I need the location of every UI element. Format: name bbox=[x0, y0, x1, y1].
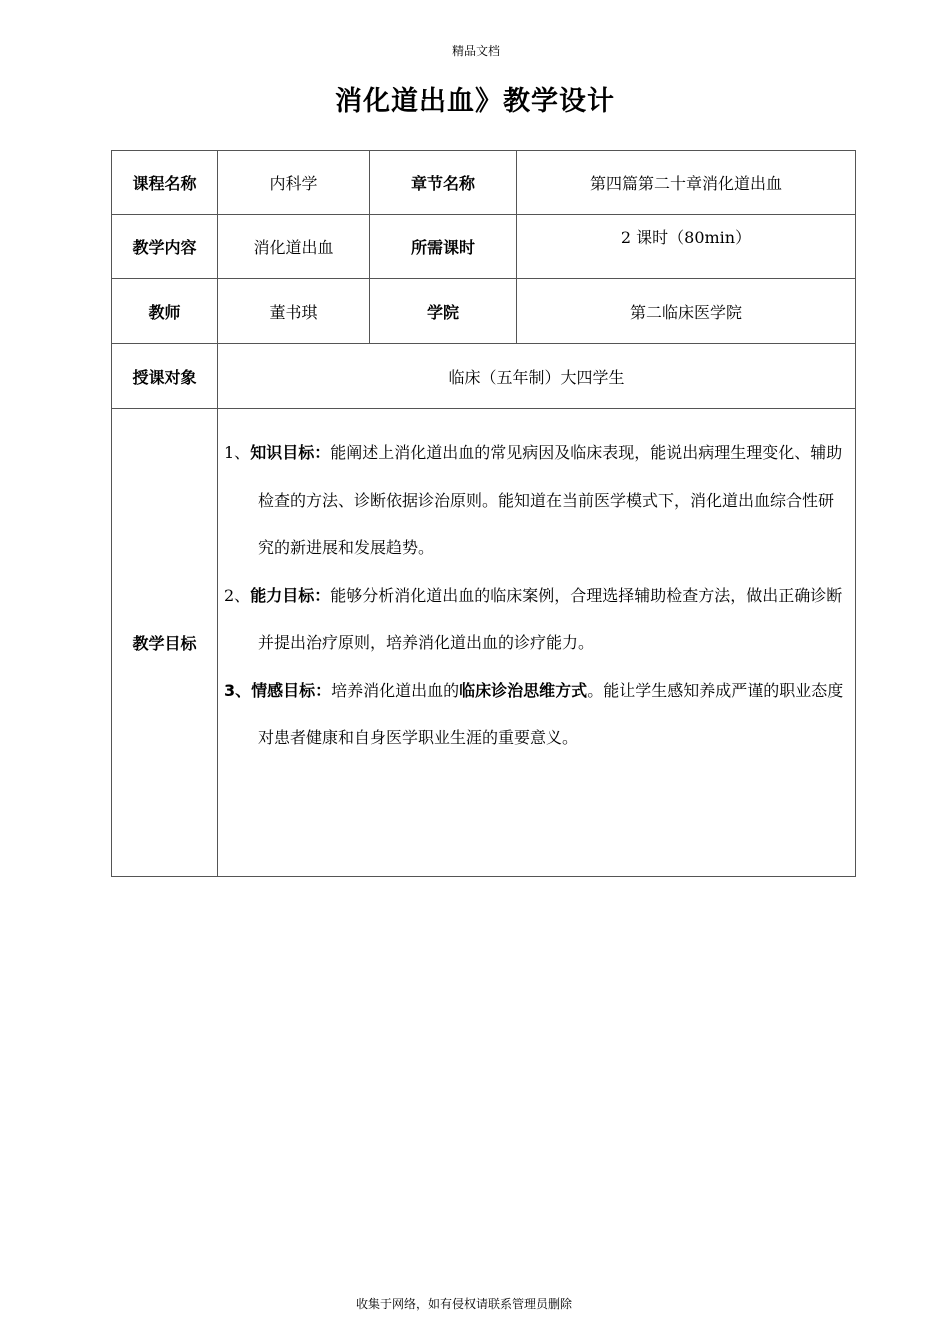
goal-emphasis: 临床诊治思维方式 bbox=[459, 680, 588, 700]
document-title: 消化道出血》教学设计 bbox=[335, 86, 615, 117]
chapter-name-label: 章节名称 bbox=[370, 151, 517, 215]
goal-text: 能阐述上消化道出血的常见病因及临床表现，能说出病理生理变化、辅助检查的方法、诊断依据诊治原则。能知道在当前医学模式下，消化道出血综合性研究的新进展和发展趋势。 bbox=[258, 443, 843, 557]
teaching-content-label: 教学内容 bbox=[112, 215, 218, 279]
audience-label: 授课对象 bbox=[112, 344, 218, 409]
teacher-value: 董书琪 bbox=[218, 279, 370, 344]
class-hours-label: 所需课时 bbox=[370, 215, 517, 279]
goal-item-ability bbox=[224, 572, 847, 667]
goal-heading: 知识目标： bbox=[250, 443, 331, 462]
table-row bbox=[112, 344, 856, 409]
course-name-value: 内科学 bbox=[218, 151, 370, 215]
teaching-goals-content bbox=[218, 409, 856, 877]
goal-text: 培养消化道出血的 bbox=[331, 680, 460, 700]
teaching-content-value: 消化道出血 bbox=[218, 215, 370, 279]
goal-item-knowledge bbox=[224, 429, 847, 572]
goal-number: 3、 bbox=[224, 680, 252, 700]
goal-item-affective bbox=[224, 667, 847, 762]
goal-text: 能够分析消化道出血的临床案例，合理选择辅助检查方法，做出正确诊断并提出治疗原则，培养消化道出血的诊疗能力。 bbox=[258, 585, 843, 652]
goal-text: 。能让学生感知养成严谨的职业态度对患者健康和自身医学职业生涯的重要意义。 bbox=[258, 680, 844, 747]
course-name-label: 课程名称 bbox=[112, 151, 218, 215]
college-value: 第二临床医学院 bbox=[517, 279, 856, 344]
footer-note: 收集于网络，如有侵权请联系管理员删除 bbox=[356, 1297, 573, 1311]
table-row bbox=[112, 279, 856, 344]
goal-number: 1、 bbox=[224, 443, 251, 462]
teacher-label: 教师 bbox=[112, 279, 218, 344]
teaching-goals-label: 教学目标 bbox=[112, 409, 218, 877]
class-hours-cell bbox=[517, 215, 856, 279]
lesson-info-table bbox=[111, 150, 856, 877]
table-row bbox=[112, 151, 856, 215]
college-label: 学院 bbox=[370, 279, 517, 344]
chapter-name-value: 第四篇第二十章消化道出血 bbox=[517, 151, 856, 215]
goal-heading: 能力目标： bbox=[250, 585, 331, 605]
table-row bbox=[112, 215, 856, 279]
audience-value: 临床（五年制）大四学生 bbox=[218, 344, 856, 409]
table-row bbox=[112, 409, 856, 877]
class-hours-value: 2 课时（80min） bbox=[620, 228, 752, 247]
goal-number: 2、 bbox=[224, 585, 251, 605]
goal-heading: 情感目标： bbox=[251, 680, 332, 700]
header-mark: 精品文档 bbox=[452, 44, 501, 58]
